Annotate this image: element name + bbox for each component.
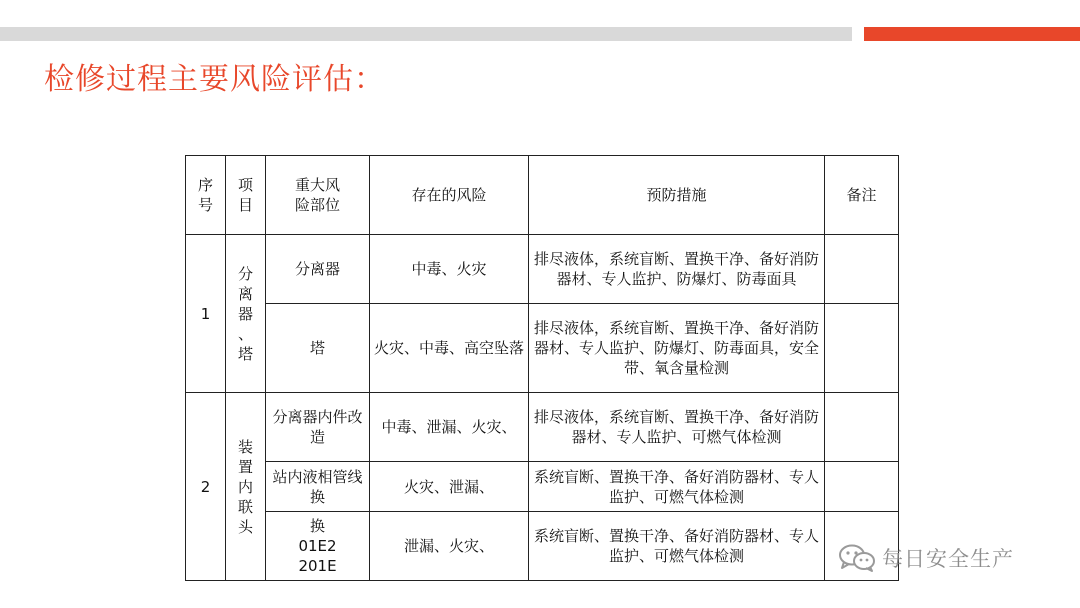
remark-cell	[825, 393, 899, 462]
seq-cell: 1	[186, 235, 226, 393]
item-cell: 分 离 器 、 塔	[226, 235, 266, 393]
risk-cell: 中毒、火灾	[370, 235, 529, 304]
measures-cell: 排尽液体，系统盲断、置换干净、备好消防器材、专人监护、防爆灯、防毒面具	[529, 235, 825, 304]
watermark-text: 每日安全生产	[882, 547, 1014, 571]
risk-cell: 火灾、中毒、高空坠落	[370, 304, 529, 393]
header-gray-bar	[0, 27, 852, 41]
header-item: 项 目	[226, 156, 266, 235]
table-row	[186, 393, 899, 462]
measures-cell: 排尽液体，系统盲断、置换干净、备好消防器材、专人监护、防爆灯、防毒面具，安全带、氧含量检测	[529, 304, 825, 393]
table-row	[186, 462, 899, 512]
header-risk: 存在的风险	[370, 156, 529, 235]
risk-cell: 中毒、泄漏、火灾、	[370, 393, 529, 462]
table-row	[186, 512, 899, 581]
location-cell: 站内液相管线换	[266, 462, 370, 512]
table-row	[186, 304, 899, 393]
header-accent-bar	[864, 27, 1080, 41]
seq-cell: 2	[186, 393, 226, 581]
header-measures: 预防措施	[529, 156, 825, 235]
location-cell: 分离器	[266, 235, 370, 304]
watermark	[838, 543, 1014, 573]
header-location: 重大风 险部位	[266, 156, 370, 235]
location-cell: 分离器内件改造	[266, 393, 370, 462]
header-seq: 序 号	[186, 156, 226, 235]
page-title: 检修过程主要风险评估：	[44, 62, 385, 97]
risk-assessment-table	[185, 155, 899, 581]
table-header-row	[186, 156, 899, 235]
measures-cell: 系统盲断、置换干净、备好消防器材、专人监护、可燃气体检测	[529, 512, 825, 581]
location-cell: 塔	[266, 304, 370, 393]
measures-cell: 系统盲断、置换干净、备好消防器材、专人监护、可燃气体检测	[529, 462, 825, 512]
remark-cell	[825, 235, 899, 304]
header-remark: 备注	[825, 156, 899, 235]
item-cell: 装 置 内 联 头	[226, 393, 266, 581]
measures-cell: 排尽液体，系统盲断、置换干净、备好消防器材、专人监护、可燃气体检测	[529, 393, 825, 462]
remark-cell	[825, 462, 899, 512]
risk-cell: 泄漏、火灾、	[370, 512, 529, 581]
wechat-icon	[838, 543, 876, 573]
remark-cell	[825, 304, 899, 393]
table-row	[186, 235, 899, 304]
risk-cell: 火灾、泄漏、	[370, 462, 529, 512]
location-cell: 换 01E2 201E	[266, 512, 370, 581]
